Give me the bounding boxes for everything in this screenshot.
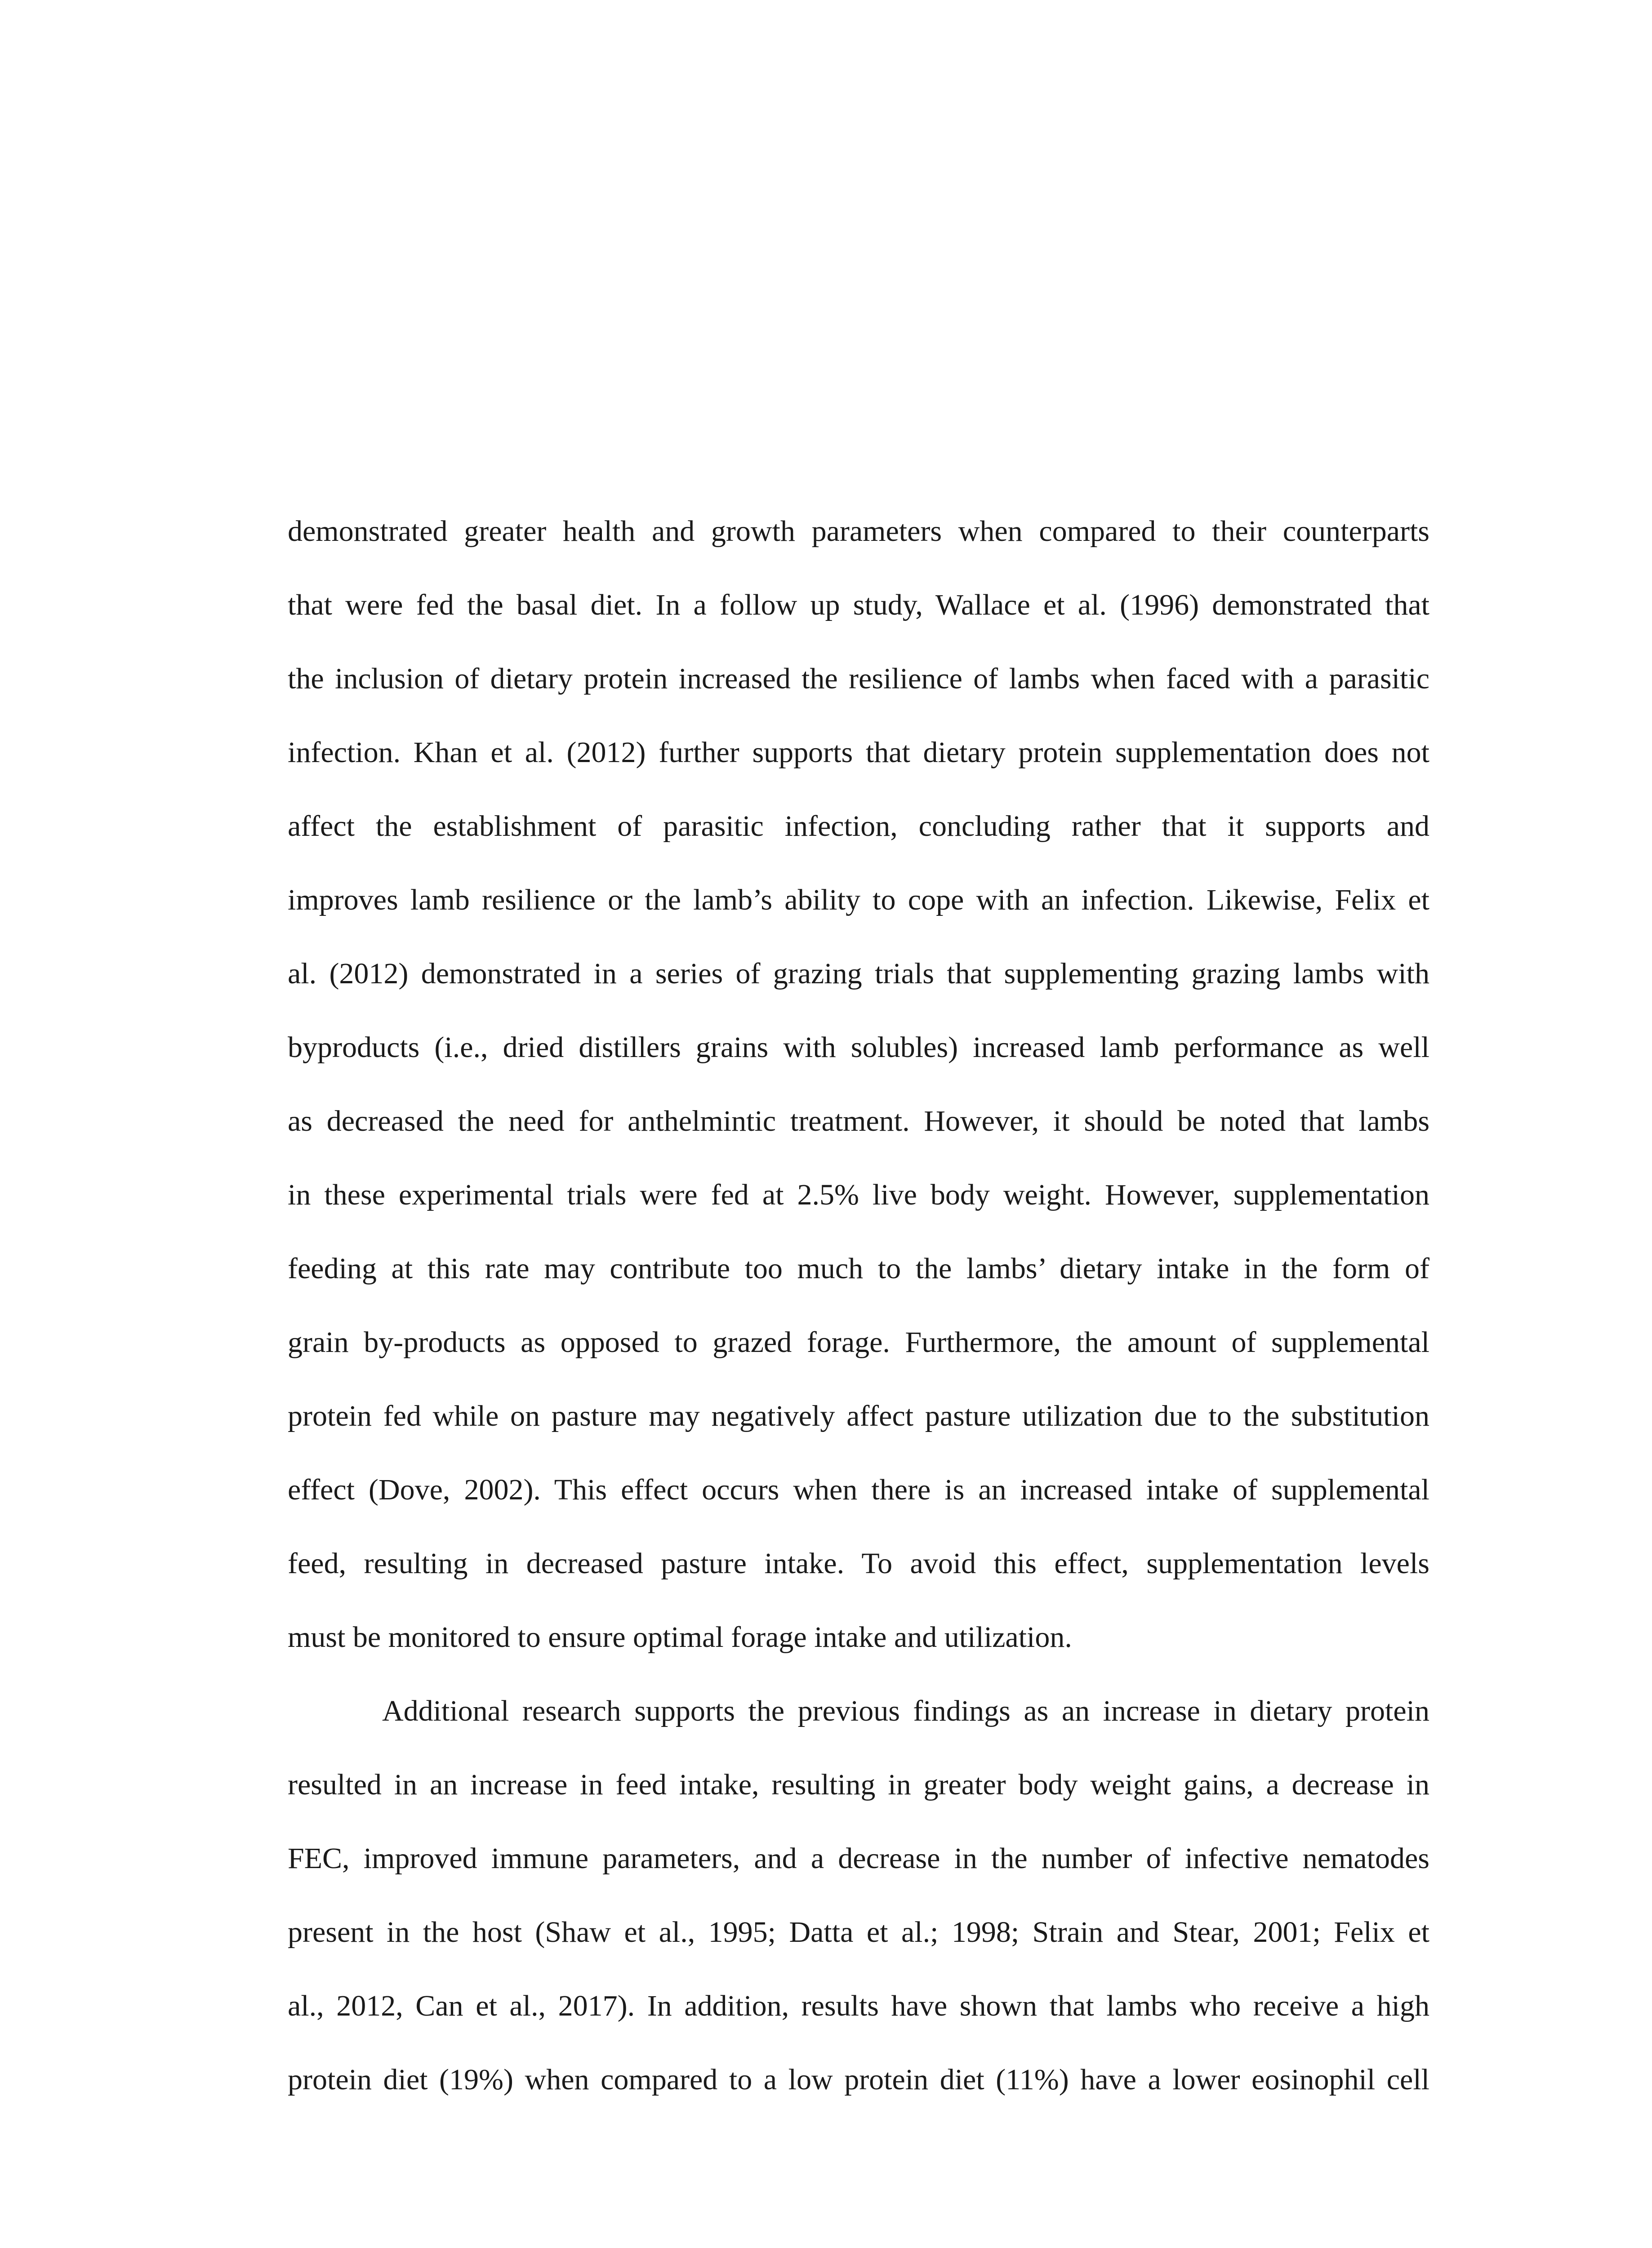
text-line: as decreased the need for anthelmintic treatment. However, it should be noted that lambs — [288, 1105, 1429, 1137]
text-line: al., 2012, Can et al., 2017). In addition, results have shown that lambs who receive a high — [288, 1989, 1429, 2022]
text-line: demonstrated greater health and growth parameters when compared to their counterparts — [288, 515, 1429, 548]
text-line: resulted in an increase in feed intake, resulting in greater body weight gains, a decrease in — [288, 1768, 1429, 1801]
text-line: the inclusion of dietary protein increased the resilience of lambs when faced with a parasitic — [288, 662, 1429, 695]
text-line: protein fed while on pasture may negatively affect pasture utilization due to the substitution — [288, 1400, 1429, 1432]
text-line: feeding at this rate may contribute too much to the lambs’ dietary intake in the form of — [288, 1252, 1429, 1285]
text-line: in these experimental trials were fed at 2.5% live body weight. However, supplementation — [288, 1178, 1429, 1211]
text-line: must be monitored to ensure optimal forage intake and utilization. — [288, 1621, 1072, 1654]
text-line: improves lamb resilience or the lamb’s ability to cope with an infection. Likewise, Felix et — [288, 883, 1429, 916]
paragraph-1 — [288, 495, 1429, 1674]
text-line: Additional research supports the previous findings as an increase in dietary protein — [382, 1695, 1429, 1727]
text-line: protein diet (19%) when compared to a low protein diet (11%) have a lower eosinophil cell — [288, 2063, 1429, 2096]
text-line: affect the establishment of parasitic infection, concluding rather that it supports and — [288, 810, 1429, 843]
text-line: byproducts (i.e., dried distillers grains with solubles) increased lamb performance as well — [288, 1031, 1429, 1064]
text-line: al. (2012) demonstrated in a series of grazing trials that supplementing grazing lambs with — [288, 957, 1429, 990]
text-line: feed, resulting in decreased pasture intake. To avoid this effect, supplementation levels — [288, 1547, 1429, 1580]
text-line: present in the host (Shaw et al., 1995; Datta et al.; 1998; Strain and Stear, 2001; Felix et — [288, 1916, 1429, 1949]
text-line: infection. Khan et al. (2012) further supports that dietary protein supplementation does not — [288, 736, 1429, 769]
text-line: grain by-products as opposed to grazed forage. Furthermore, the amount of supplemental — [288, 1326, 1429, 1359]
text-line: effect (Dove, 2002). This effect occurs when there is an increased intake of supplemental — [288, 1473, 1429, 1506]
paragraph-2 — [288, 1674, 1429, 2117]
body-text — [288, 495, 1429, 2117]
text-line: FEC, improved immune parameters, and a decrease in the number of infective nematodes — [288, 1842, 1429, 1875]
text-line: that were fed the basal diet. In a follow up study, Wallace et al. (1996) demonstrated that — [288, 589, 1429, 621]
